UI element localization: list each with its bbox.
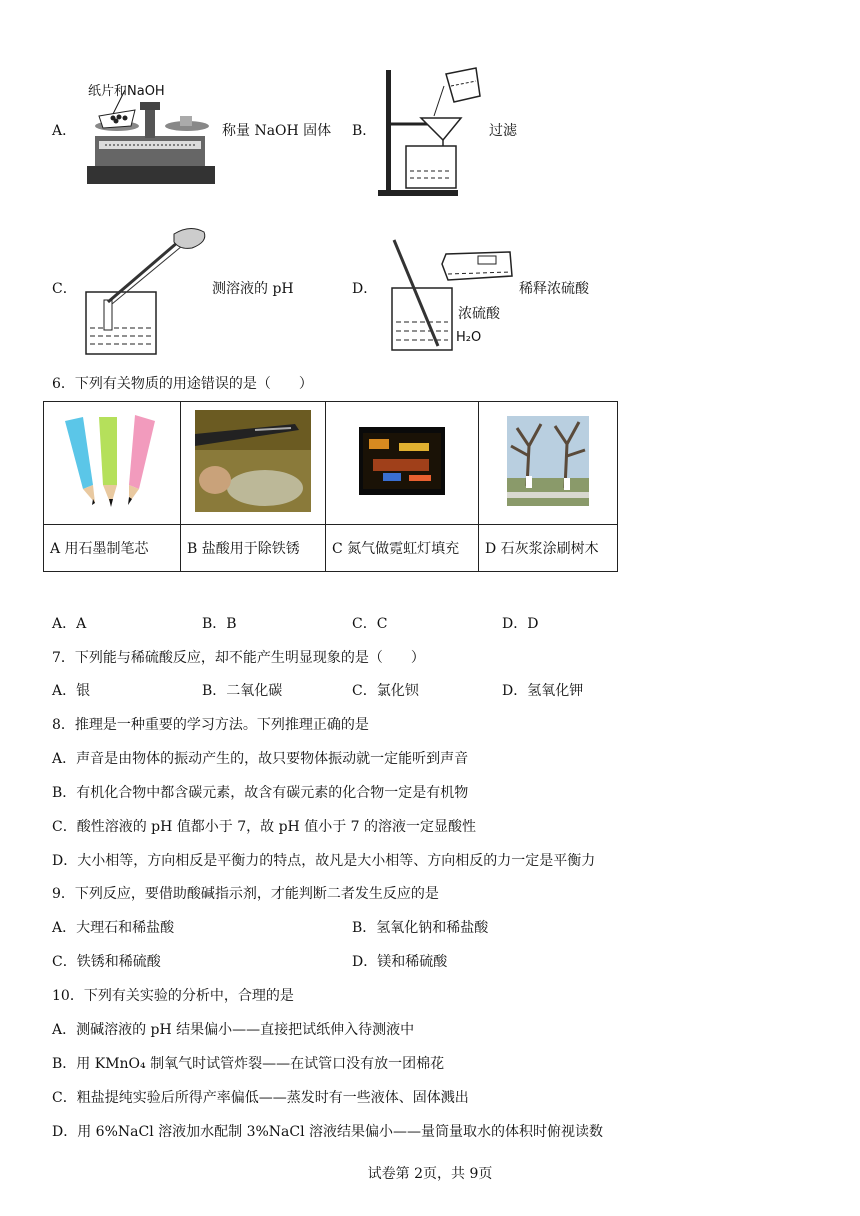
rust-removal-image	[195, 410, 311, 512]
q10-option-c: C．粗盐提纯实验后所得产率偏低——蒸发时有一些液体、固体溅出	[52, 1090, 469, 1106]
table-caption-a: A 用石墨制笔芯	[44, 525, 181, 572]
neon-lights-image-cell	[326, 402, 479, 525]
q5-option-b-letter: B．	[352, 123, 377, 139]
filtration-figure	[376, 66, 486, 198]
q8-option-c: C．酸性溶液的 pH 值都小于 7，故 pH 值小于 7 的溶液一定显酸性	[52, 819, 477, 835]
q10-stem: 10．下列有关实验的分析中，合理的是	[52, 988, 294, 1004]
q9-option-d: D．镁和稀硫酸	[352, 954, 448, 970]
q8-stem: 8．推理是一种重要的学习方法。下列推理正确的是	[52, 717, 369, 733]
q5-option-b-text: 过滤	[489, 123, 517, 139]
table-caption-b: B 盐酸用于除铁锈	[181, 525, 326, 572]
q6-option-a: A．A	[52, 616, 87, 632]
q7-option-b: B．二氧化碳	[202, 683, 283, 699]
q5-option-a-letter: A．	[52, 123, 77, 139]
table-caption-d: D 石灰浆涂刷树木	[479, 525, 618, 572]
trees-image	[507, 416, 589, 506]
pencils-image-cell	[44, 402, 181, 525]
q8-option-b: B．有机化合物中都含碳元素，故含有碳元素的化合物一定是有机物	[52, 785, 469, 801]
table-caption-c: C 氮气做霓虹灯填充	[326, 525, 479, 572]
q7-option-d: D．氢氧化钾	[502, 683, 584, 699]
neon-lights-image	[359, 427, 445, 495]
q7-option-a: A．银	[52, 683, 91, 699]
page-footer: 试卷第 2页，共 9页	[367, 1166, 493, 1182]
q10-option-a: A．测碱溶液的 pH 结果偏小——直接把试纸伸入待测液中	[52, 1022, 415, 1038]
q6-table	[43, 401, 618, 572]
q8-option-a: A．声音是由物体的振动产生的，故只要物体振动就一定能听到声音	[52, 751, 469, 767]
q7-stem: 7．下列能与稀硫酸反应，却不能产生明显现象的是（ ）	[52, 650, 425, 666]
q9-option-a: A．大理石和稀盐酸	[52, 920, 175, 936]
q6-stem: 6．下列有关物质的用途错误的是（ ）	[52, 376, 313, 392]
q10-option-b: B．用 KMnO₄ 制氧气时试管炸裂——在试管口没有放一团棉花	[52, 1056, 445, 1072]
q6-option-c: C．C	[352, 616, 388, 632]
dilution-figure	[382, 236, 517, 356]
q5-option-c-text: 测溶液的 pH	[212, 281, 294, 297]
q9-option-b: B．氢氧化钠和稀盐酸	[352, 920, 489, 936]
q6-option-d: D．D	[502, 616, 539, 632]
pencils-image	[57, 411, 167, 511]
q9-option-c: C．铁锈和稀硫酸	[52, 954, 161, 970]
acid-label: 浓硫酸	[458, 306, 500, 322]
ph-test-figure	[82, 222, 212, 357]
water-label: H₂O	[456, 330, 482, 345]
q8-option-d: D．大小相等，方向相反是平衡力的特点，故凡是大小相等、方向相反的力一定是平衡力	[52, 853, 596, 869]
q5-option-d-text: 稀释浓硫酸	[519, 281, 589, 297]
q5-option-d-letter: D．	[352, 281, 378, 297]
balance-label: 纸片和NaOH	[88, 84, 165, 99]
q5-option-c-letter: C．	[52, 281, 77, 297]
q6-option-b: B．B	[202, 616, 237, 632]
q10-option-d: D．用 6%NaCl 溶液加水配制 3%NaCl 溶液结果偏小——量筒量取水的体积时俯视读数	[52, 1124, 604, 1140]
trees-image-cell	[479, 402, 618, 525]
rust-removal-image-cell	[181, 402, 326, 525]
q5-option-a-text: 称量 NaOH 固体	[222, 123, 332, 139]
q9-stem: 9．下列反应，要借助酸碱指示剂，才能判断二者发生反应的是	[52, 886, 439, 902]
q7-option-c: C．氯化钡	[352, 683, 419, 699]
